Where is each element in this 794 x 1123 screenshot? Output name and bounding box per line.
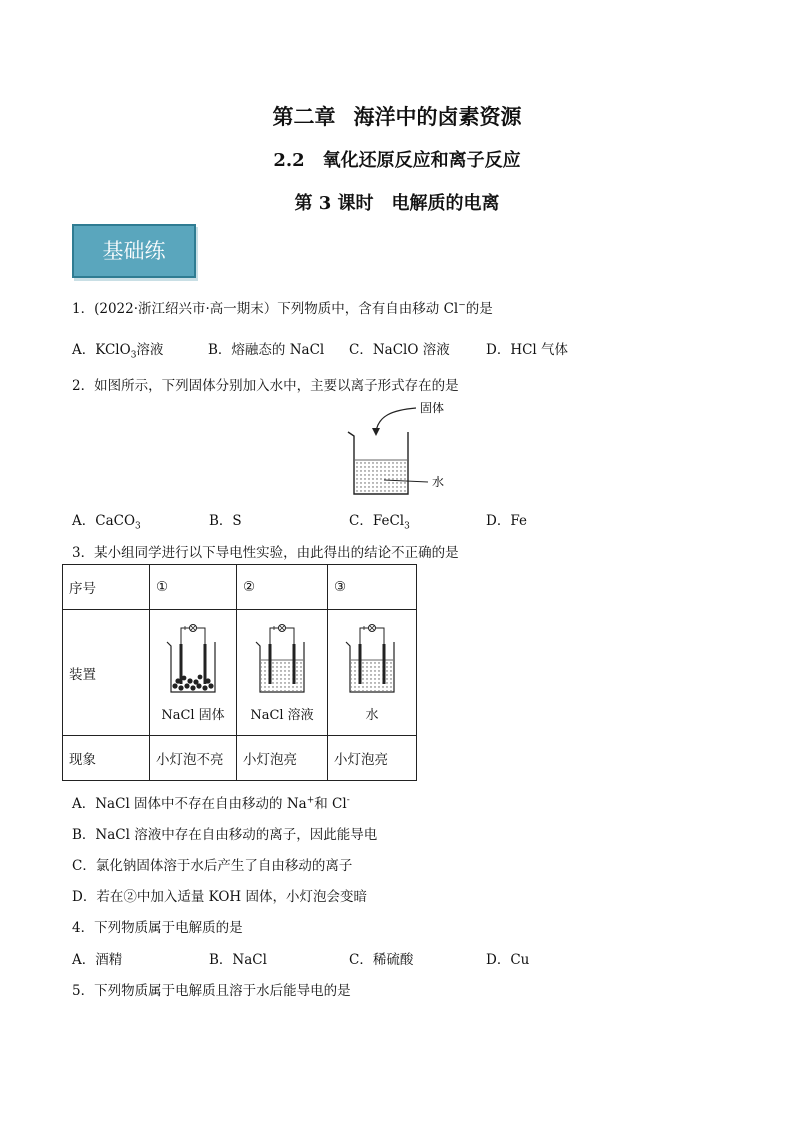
conductivity-apparatus-solution-icon xyxy=(252,622,312,698)
q2-option-d[interactable]: D．Fe xyxy=(486,513,527,529)
q4-option-c[interactable]: C．稀硫酸 xyxy=(349,952,414,968)
q2-c-subscript: 3 xyxy=(404,521,410,532)
q3-option-d[interactable]: D．若在②中加入适量 KOH 固体，小灯泡会变暗 xyxy=(72,889,367,905)
q2-c-text: C．FeCl xyxy=(349,513,405,529)
q3-a-mid: 和 Cl xyxy=(314,796,347,812)
row-header-number: 序号 xyxy=(63,565,150,610)
device-cell-1 xyxy=(150,610,237,736)
q2-option-c[interactable] xyxy=(349,509,410,532)
device-cell-3 xyxy=(328,610,417,736)
beaker-figure xyxy=(340,398,460,502)
table-row xyxy=(63,610,417,736)
chapter-number: 第二章 xyxy=(272,104,336,129)
q2-stem: 2．如图所示，下列固体分别加入水中，主要以离子形式存在的是 xyxy=(72,378,459,394)
section-title xyxy=(0,146,794,172)
q2-option-a[interactable] xyxy=(72,509,141,532)
device-label-3: 水 xyxy=(365,708,379,723)
col-1-number: ① xyxy=(150,565,237,610)
q1-option-b[interactable]: B．熔融态的 NaCl xyxy=(208,342,325,358)
col-2-number: ② xyxy=(237,565,328,610)
q1-stem xyxy=(72,297,493,317)
conductivity-apparatus-water-icon xyxy=(342,622,402,698)
q4-stem: 4．下列物质属于电解质的是 xyxy=(72,920,243,936)
experiment-table xyxy=(62,564,417,781)
phenomenon-1: 小灯泡不亮 xyxy=(150,736,237,781)
q4-option-a[interactable]: A．酒精 xyxy=(72,952,123,968)
fig-solid-label: 固体 xyxy=(420,401,445,415)
lesson-number: 第 3 课时 xyxy=(294,193,374,214)
conductivity-apparatus-solid-icon xyxy=(163,622,223,698)
section-number: 2.2 xyxy=(273,150,305,171)
section-name: 氧化还原反应和离子反应 xyxy=(322,150,521,171)
q1-option-a[interactable] xyxy=(72,338,163,361)
q1-a-text: A．KClO xyxy=(72,342,131,358)
phenomenon-3: 小灯泡亮 xyxy=(328,736,417,781)
fig-water-label: 水 xyxy=(432,475,445,489)
q5-stem: 5．下列物质属于电解质且溶于水后能导电的是 xyxy=(72,983,351,999)
q1-a-suffix: 溶液 xyxy=(136,342,164,358)
lesson-title xyxy=(0,189,794,215)
chapter-title xyxy=(0,101,794,131)
basic-practice-badge: 基础练 xyxy=(72,224,196,278)
phenomenon-2: 小灯泡亮 xyxy=(237,736,328,781)
q1-a-subscript: 3 xyxy=(130,350,137,361)
device-cell-2 xyxy=(237,610,328,736)
q1-stem-text: 1．(2022·浙江绍兴市·高一期末）下列物质中，含有自由移动 Cl xyxy=(72,301,459,317)
q4-option-b[interactable]: B．NaCl xyxy=(209,952,267,968)
row-header-device: 装置 xyxy=(63,610,150,736)
q3-a-sup-cl: - xyxy=(346,795,350,806)
q1-stem-end: 的是 xyxy=(465,301,493,317)
q2-a-subscript: 3 xyxy=(135,521,141,532)
table-row xyxy=(63,565,417,610)
col-3-number: ③ xyxy=(328,565,417,610)
q2-a-text: A．CaCO xyxy=(72,513,136,529)
q3-option-a[interactable] xyxy=(72,792,350,812)
q2-option-b[interactable]: B．S xyxy=(209,513,242,529)
q3-a-sup-na: + xyxy=(306,795,315,806)
device-label-2: NaCl 溶液 xyxy=(250,708,314,723)
q3-option-b[interactable]: B．NaCl 溶液中存在自由移动的离子，因此能导电 xyxy=(72,827,378,843)
q3-option-c[interactable]: C．氯化钠固体溶于水后产生了自由移动的离子 xyxy=(72,858,353,874)
q1-option-c[interactable]: C．NaClO 溶液 xyxy=(349,342,450,358)
q3-stem: 3．某小组同学进行以下导电性实验，由此得出的结论不正确的是 xyxy=(72,545,459,561)
device-label-1: NaCl 固体 xyxy=(161,708,225,723)
q1-stem-superscript: − xyxy=(458,300,466,311)
chapter-name: 海洋中的卤素资源 xyxy=(353,104,522,129)
q1-option-d[interactable]: D．HCl 气体 xyxy=(486,342,569,358)
row-header-phenomenon: 现象 xyxy=(63,736,150,781)
q3-a-text: A．NaCl 固体中不存在自由移动的 Na xyxy=(72,796,307,812)
table-row xyxy=(63,736,417,781)
lesson-name: 电解质的电离 xyxy=(391,193,500,214)
q4-option-d[interactable]: D．Cu xyxy=(486,952,530,968)
